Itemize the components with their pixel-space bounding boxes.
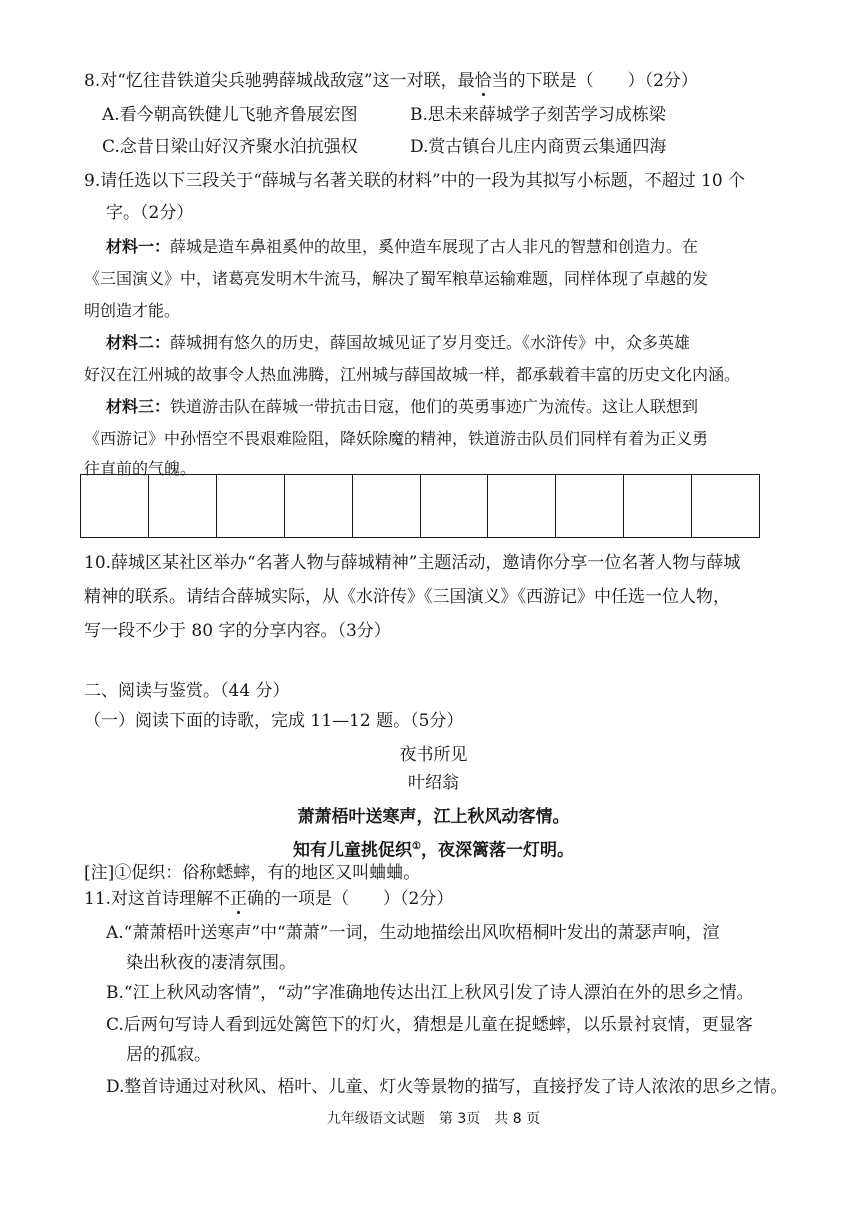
q11-option-c-line2: 居的孤寂。 [126, 1045, 211, 1065]
q10-line1: 10.薛城区某社区举办“名著人物与薛城精神”主题活动，邀请你分享一位名著人物与薛城 [84, 553, 741, 573]
answer-cell[interactable] [81, 475, 149, 537]
q10-line2: 精神的联系。请结合薛城实际，从《水浒传》《三国演义》《西游记》中任选一位人物， [84, 587, 730, 607]
q9-stem-line2: 字。（2分） [106, 203, 194, 223]
q8-option-d: D.赏古镇台儿庄内商贾云集通四海 [410, 137, 667, 157]
poem-note: [注]①促织：俗称蟋蟀，有的地区又叫蛐蛐。 [84, 863, 421, 883]
q10-line3: 写一段不少于 80 字的分享内容。（3分） [84, 621, 391, 641]
q8-option-a: A.看今朝高铁健儿飞驰齐鲁展宏图 [102, 105, 358, 125]
q8-emphasis: 最恰当 [457, 71, 509, 91]
q11-stem: 11.对这首诗理解不正确的一项是（ ）（2分） [84, 889, 454, 909]
q9-material-1-line3: 明创造才能。 [84, 301, 181, 320]
answer-cell[interactable] [353, 475, 421, 537]
q9-material-1-line2: 《三国演义》中，诸葛亮发明木牛流马，解决了蜀军粮草运输难题，同样体现了卓越的发 [84, 269, 709, 288]
material-3-label: 材料三： [106, 397, 171, 416]
q11-option-d: D.整首诗通过对秋风、梧叶、儿童、灯火等景物的描写，直接抒发了诗人浓浓的思乡之情。 [106, 1077, 788, 1097]
q9-stem-line1: 9.请任选以下三段关于“薛城与名著关联的材料”中的一段为其拟写小标题，不超过 10 个 [84, 171, 746, 191]
q11-option-a-line1: A.“萧萧梧叶送寒声”中“萧萧”一词，生动地描绘出风吹梧桐叶发出的萧瑟声响，渲 [106, 923, 720, 943]
q9-material-2-line1: 材料二：薛城拥有悠久的历史，薛国故城见证了岁月变迁。《水浒传》中，众多英雄 [106, 333, 691, 352]
page-footer: 九年级语文试题 第 3页 共 8 页 [326, 1111, 541, 1127]
q9-material-2-line2: 好汉在江州城的故事令人热血沸腾，江州城与薛国故城一样，都承载着丰富的历史文化内涵。 [84, 365, 741, 384]
poem-title: 夜书所见 [399, 745, 468, 765]
poem-line-2: 知有儿童挑促织①，夜深篱落一灯明。 [293, 840, 574, 861]
material-2-label: 材料二： [106, 333, 171, 352]
footnote-marker: ① [412, 841, 421, 852]
q8-stem: 8.对“忆往昔铁道尖兵驰骋薛城战敌寇”这一对联，最恰当的下联是（ ）（2分） [84, 71, 698, 91]
answer-cell[interactable] [149, 475, 217, 537]
section-2-subheading: （一）阅读下面的诗歌，完成 11—12 题。（5分） [84, 711, 464, 731]
q8-option-b: B.思未来薛城学子刻苦学习成栋梁 [410, 105, 666, 125]
poem-author: 叶绍翁 [408, 773, 459, 793]
q8-option-c: C.念昔日梁山好汉齐聚水泊抗强权 [102, 137, 358, 157]
answer-cell[interactable] [488, 475, 556, 537]
section-2-heading: 二、阅读与鉴赏。（44 分） [84, 681, 290, 701]
answer-cell[interactable] [285, 475, 353, 537]
answer-grid[interactable] [80, 474, 760, 538]
answer-cell[interactable] [692, 475, 759, 537]
q11-option-b: B.“江上秋风动客情”，“动”字准确地传达出江上秋风引发了诗人漂泊在外的思乡之情。 [106, 983, 754, 1003]
material-1-label: 材料一： [106, 237, 171, 256]
q11-emphasis: 不正确 [213, 889, 265, 909]
q11-option-a-line2: 染出秋夜的凄清氛围。 [126, 953, 296, 973]
answer-cell[interactable] [624, 475, 692, 537]
q9-material-3-line1: 材料三：铁道游击队在薛城一带抗击日寇，他们的英勇事迹广为流传。这让人联想到 [106, 397, 699, 416]
q11-option-c-line1: C.后两句写诗人看到远处篱笆下的灯火，猜想是儿童在捉蟋蟀，以乐景衬哀情，更显客 [106, 1015, 753, 1035]
answer-cell[interactable] [217, 475, 285, 537]
answer-cell[interactable] [421, 475, 489, 537]
poem-line-1: 萧萧梧叶送寒声，江上秋风动客情。 [297, 807, 570, 827]
q9-material-3-line2: 《西游记》中孙悟空不畏艰难险阻，降妖除魔的精神，铁道游击队员们同样有着为正义勇 [84, 429, 709, 448]
q9-material-3-line3: 往直前的气魄。 [84, 459, 197, 478]
q9-material-1-line1: 材料一：薛城是造车鼻祖奚仲的故里，奚仲造车展现了古人非凡的智慧和创造力。在 [106, 237, 699, 256]
answer-cell[interactable] [556, 475, 624, 537]
